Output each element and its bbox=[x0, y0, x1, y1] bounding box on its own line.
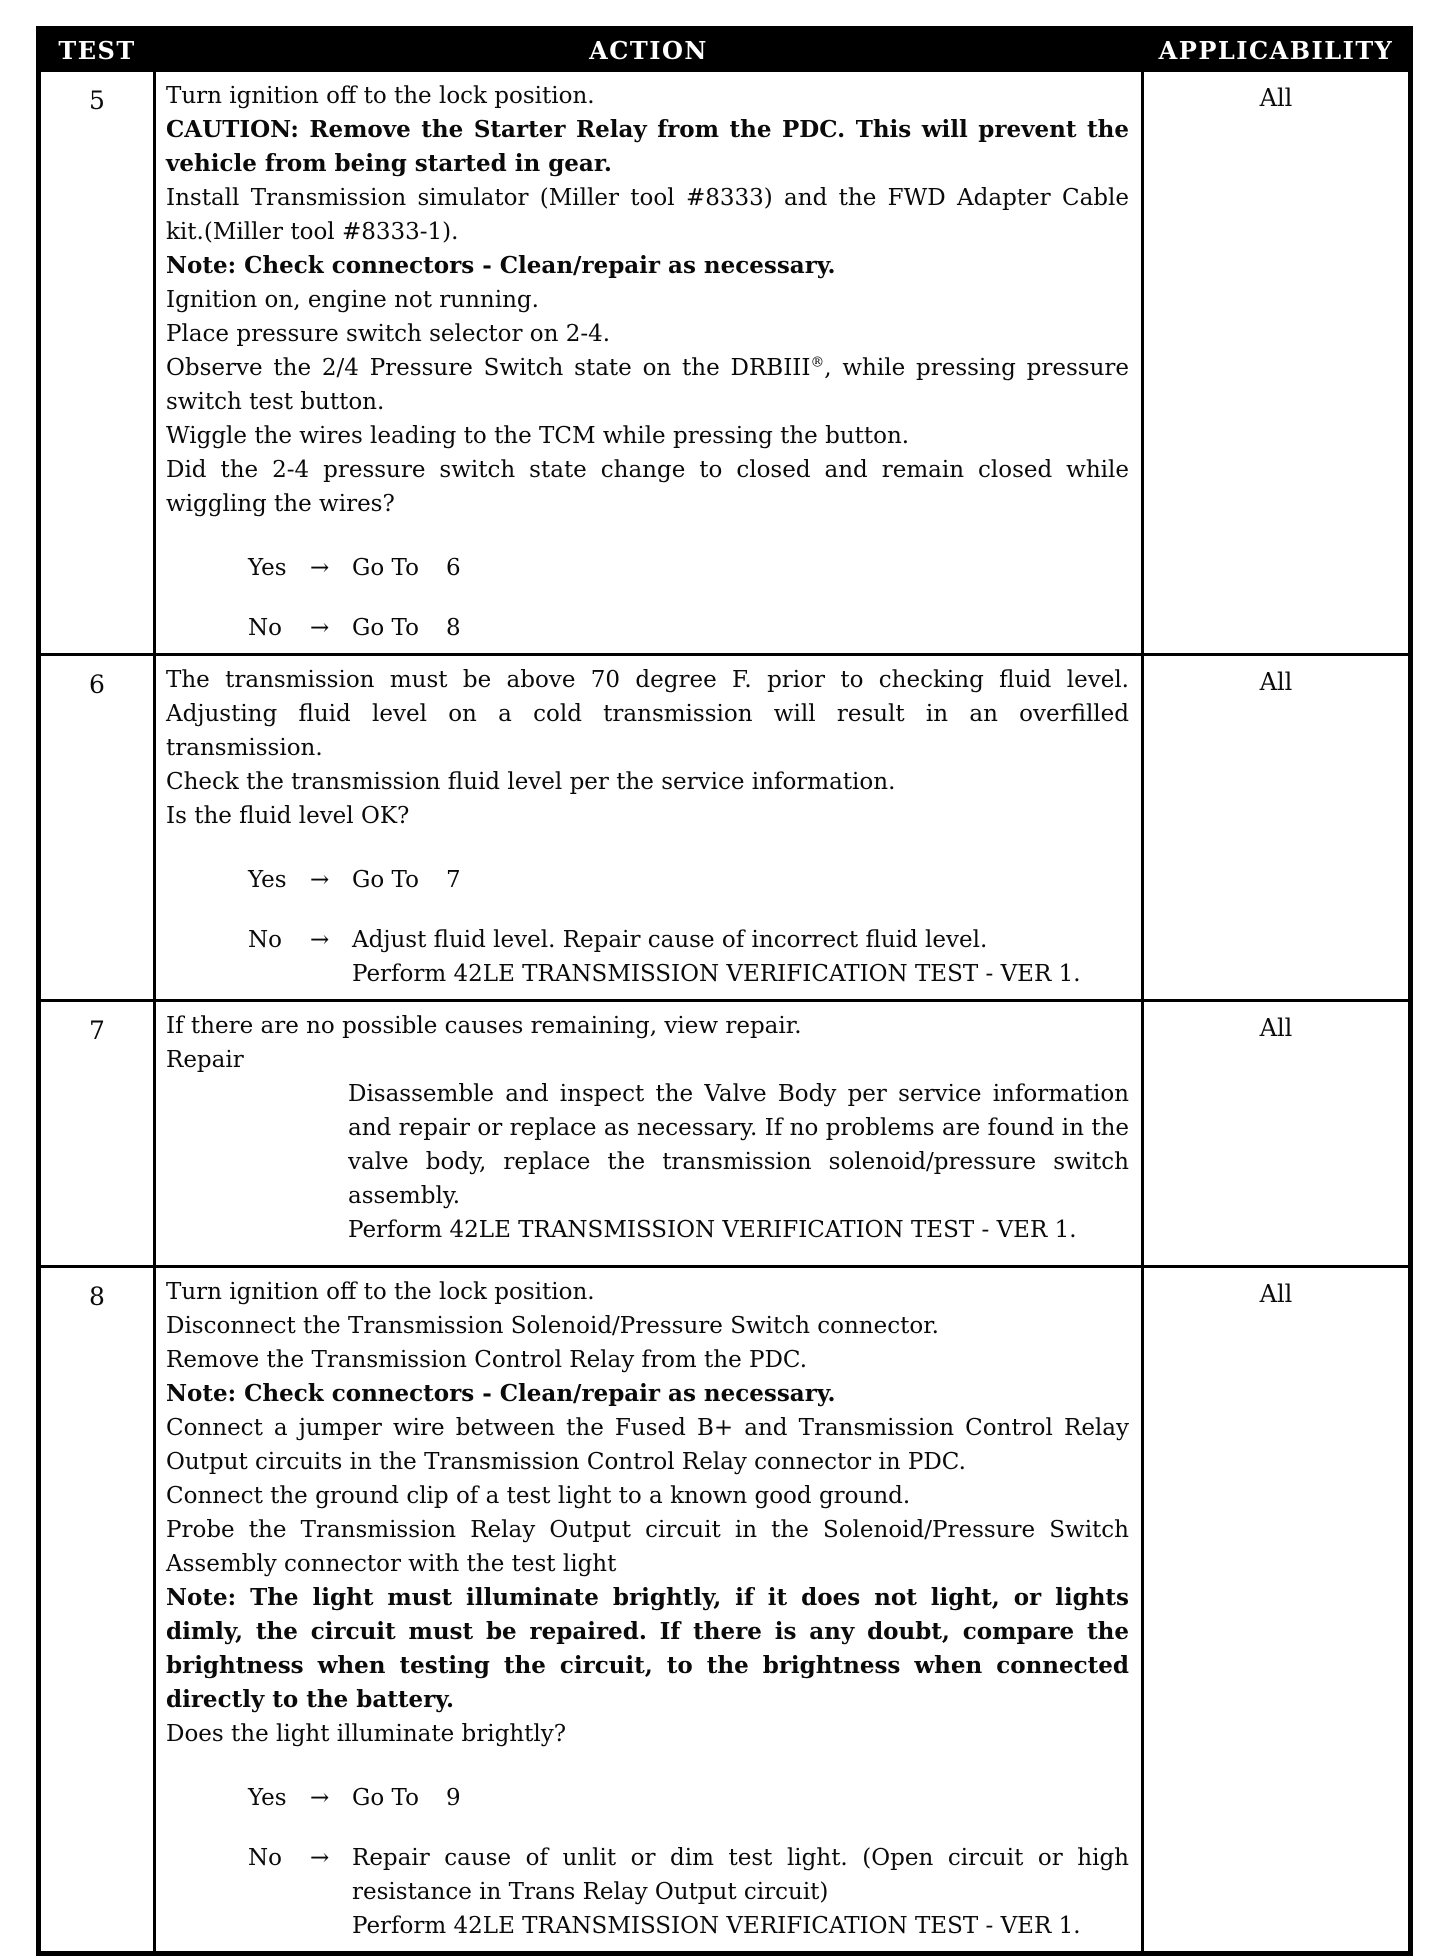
answer-no bbox=[248, 1841, 1129, 1943]
answer-label: No bbox=[248, 1845, 282, 1871]
registered-trademark-symbol: ® bbox=[810, 354, 825, 371]
note-text: Note: Check connectors - Clean/repair as necessary. bbox=[166, 252, 836, 279]
answer-no bbox=[248, 923, 1129, 991]
test-row-7 bbox=[39, 1001, 1411, 1267]
col-header-test: TEST bbox=[39, 29, 155, 71]
action-cell bbox=[155, 1001, 1143, 1267]
goto-target: 6 bbox=[445, 555, 461, 581]
arrow-icon: → bbox=[310, 867, 330, 893]
arrow-icon: → bbox=[310, 927, 330, 953]
answer-no bbox=[248, 611, 1129, 645]
col-header-action: ACTION bbox=[155, 29, 1143, 71]
answer-action bbox=[352, 863, 1129, 897]
action-line: Connect a jumper wire between the Fused B+ and Transmission Control Relay Output circuits in the Transmission Control Relay connector in PDC. bbox=[166, 1415, 1129, 1475]
action-line: Remove the Transmission Control Relay from the PDC. bbox=[166, 1347, 808, 1373]
answer-action bbox=[352, 611, 1129, 645]
action-cell bbox=[155, 71, 1143, 655]
goto-target: 7 bbox=[445, 867, 461, 893]
answer-action bbox=[352, 923, 1129, 991]
action-line: Connect the ground clip of a test light to a known good ground. bbox=[166, 1483, 911, 1509]
arrow-icon: → bbox=[310, 615, 330, 641]
answer-action-line: Repair cause of unlit or dim test light. (Open circuit or high resistance in Trans Relay Output circuit) bbox=[352, 1845, 1129, 1905]
action-line: Disconnect the Transmission Solenoid/Pressure Switch connector. bbox=[166, 1313, 939, 1339]
test-number: 6 bbox=[39, 655, 155, 1001]
perform-verification-line: Perform 42LE TRANSMISSION VERIFICATION TEST - VER 1. bbox=[348, 1217, 1077, 1243]
action-line bbox=[166, 351, 1129, 419]
answer-yes bbox=[248, 1781, 1129, 1815]
action-line-segment: Observe the 2/4 Pressure Switch state on the DRBIII bbox=[166, 355, 811, 381]
caution-text: CAUTION: Remove the Starter Relay from the PDC. This will prevent the vehicle from being started in gear. bbox=[166, 116, 1129, 177]
action-line: Does the light illuminate brightly? bbox=[166, 1721, 567, 1747]
repair-label: Repair bbox=[166, 1047, 244, 1073]
answer-label: No bbox=[248, 927, 282, 953]
action-line: Probe the Transmission Relay Output circuit in the Solenoid/Pressure Switch Assembly connector with the test light bbox=[166, 1517, 1129, 1577]
goto-text: Go To bbox=[352, 1785, 419, 1811]
col-header-applicability: APPLICABILITY bbox=[1143, 29, 1411, 71]
answer-label: No bbox=[248, 615, 282, 641]
action-line: Did the 2-4 pressure switch state change to closed and remain closed while wiggling the wires? bbox=[166, 457, 1129, 517]
action-line: The transmission must be above 70 degree F. prior to checking fluid level. Adjusting fluid level on a cold transmission will result in an overfilled transmission. bbox=[166, 667, 1129, 761]
answer-action bbox=[352, 1781, 1129, 1815]
answer-label: Yes bbox=[248, 555, 287, 581]
perform-verification-line: Perform 42LE TRANSMISSION VERIFICATION TEST - VER 1. bbox=[352, 1913, 1081, 1939]
action-cell bbox=[155, 655, 1143, 1001]
test-number: 8 bbox=[39, 1267, 155, 1954]
arrow-icon: → bbox=[310, 555, 330, 581]
applicability-value: All bbox=[1143, 1001, 1411, 1267]
answer-yes bbox=[248, 863, 1129, 897]
answer-yes bbox=[248, 551, 1129, 585]
applicability-value: All bbox=[1143, 1267, 1411, 1954]
action-line: Ignition on, engine not running. bbox=[166, 287, 539, 313]
action-line: Wiggle the wires leading to the TCM while pressing the button. bbox=[166, 423, 910, 449]
action-line-segment: , while pressing pressure switch test button. bbox=[166, 355, 1129, 415]
action-line: Place pressure switch selector on 2-4. bbox=[166, 321, 611, 347]
note-text: Note: Check connectors - Clean/repair as necessary. bbox=[166, 1380, 836, 1407]
action-line: Is the fluid level OK? bbox=[166, 803, 410, 829]
test-row-5 bbox=[39, 71, 1411, 655]
goto-target: 8 bbox=[445, 615, 461, 641]
applicability-value: All bbox=[1143, 71, 1411, 655]
arrow-icon: → bbox=[310, 1785, 330, 1811]
note-text: Note: The light must illuminate brightly, if it does not light, or lights dimly, the circuit must be repaired. If there is any doubt, compare the brightness when testing the circuit, to the brightness when connected directly to the battery. bbox=[166, 1584, 1129, 1713]
repair-body bbox=[348, 1077, 1129, 1247]
action-line: Turn ignition off to the lock position. bbox=[166, 83, 595, 109]
goto-text: Go To bbox=[352, 555, 419, 581]
goto-target: 9 bbox=[445, 1785, 461, 1811]
answer-label: Yes bbox=[248, 1785, 287, 1811]
table-header-row bbox=[39, 29, 1411, 71]
applicability-value: All bbox=[1143, 655, 1411, 1001]
answer-label: Yes bbox=[248, 867, 287, 893]
answer-action-line: Adjust fluid level. Repair cause of incorrect fluid level. bbox=[352, 927, 988, 953]
test-number: 7 bbox=[39, 1001, 155, 1267]
diagnostic-test-table bbox=[36, 26, 1413, 1956]
repair-instructions: Disassemble and inspect the Valve Body per service information and repair or replace as necessary. If no problems are found in the valve body, replace the transmission solenoid/pressure switch assembly. bbox=[348, 1081, 1129, 1209]
test-row-8 bbox=[39, 1267, 1411, 1954]
action-line: If there are no possible causes remaining, view repair. bbox=[166, 1013, 802, 1039]
arrow-icon: → bbox=[310, 1845, 330, 1871]
action-line: Install Transmission simulator (Miller tool #8333) and the FWD Adapter Cable kit.(Miller tool #8333-1). bbox=[166, 185, 1129, 245]
answer-action bbox=[352, 1841, 1129, 1943]
goto-text: Go To bbox=[352, 867, 419, 893]
action-line: Turn ignition off to the lock position. bbox=[166, 1279, 595, 1305]
answer-action bbox=[352, 551, 1129, 585]
action-cell bbox=[155, 1267, 1143, 1954]
perform-verification-line: Perform 42LE TRANSMISSION VERIFICATION TEST - VER 1. bbox=[352, 961, 1081, 987]
test-number: 5 bbox=[39, 71, 155, 655]
test-row-6 bbox=[39, 655, 1411, 1001]
action-line: Check the transmission fluid level per the service information. bbox=[166, 769, 896, 795]
goto-text: Go To bbox=[352, 615, 419, 641]
